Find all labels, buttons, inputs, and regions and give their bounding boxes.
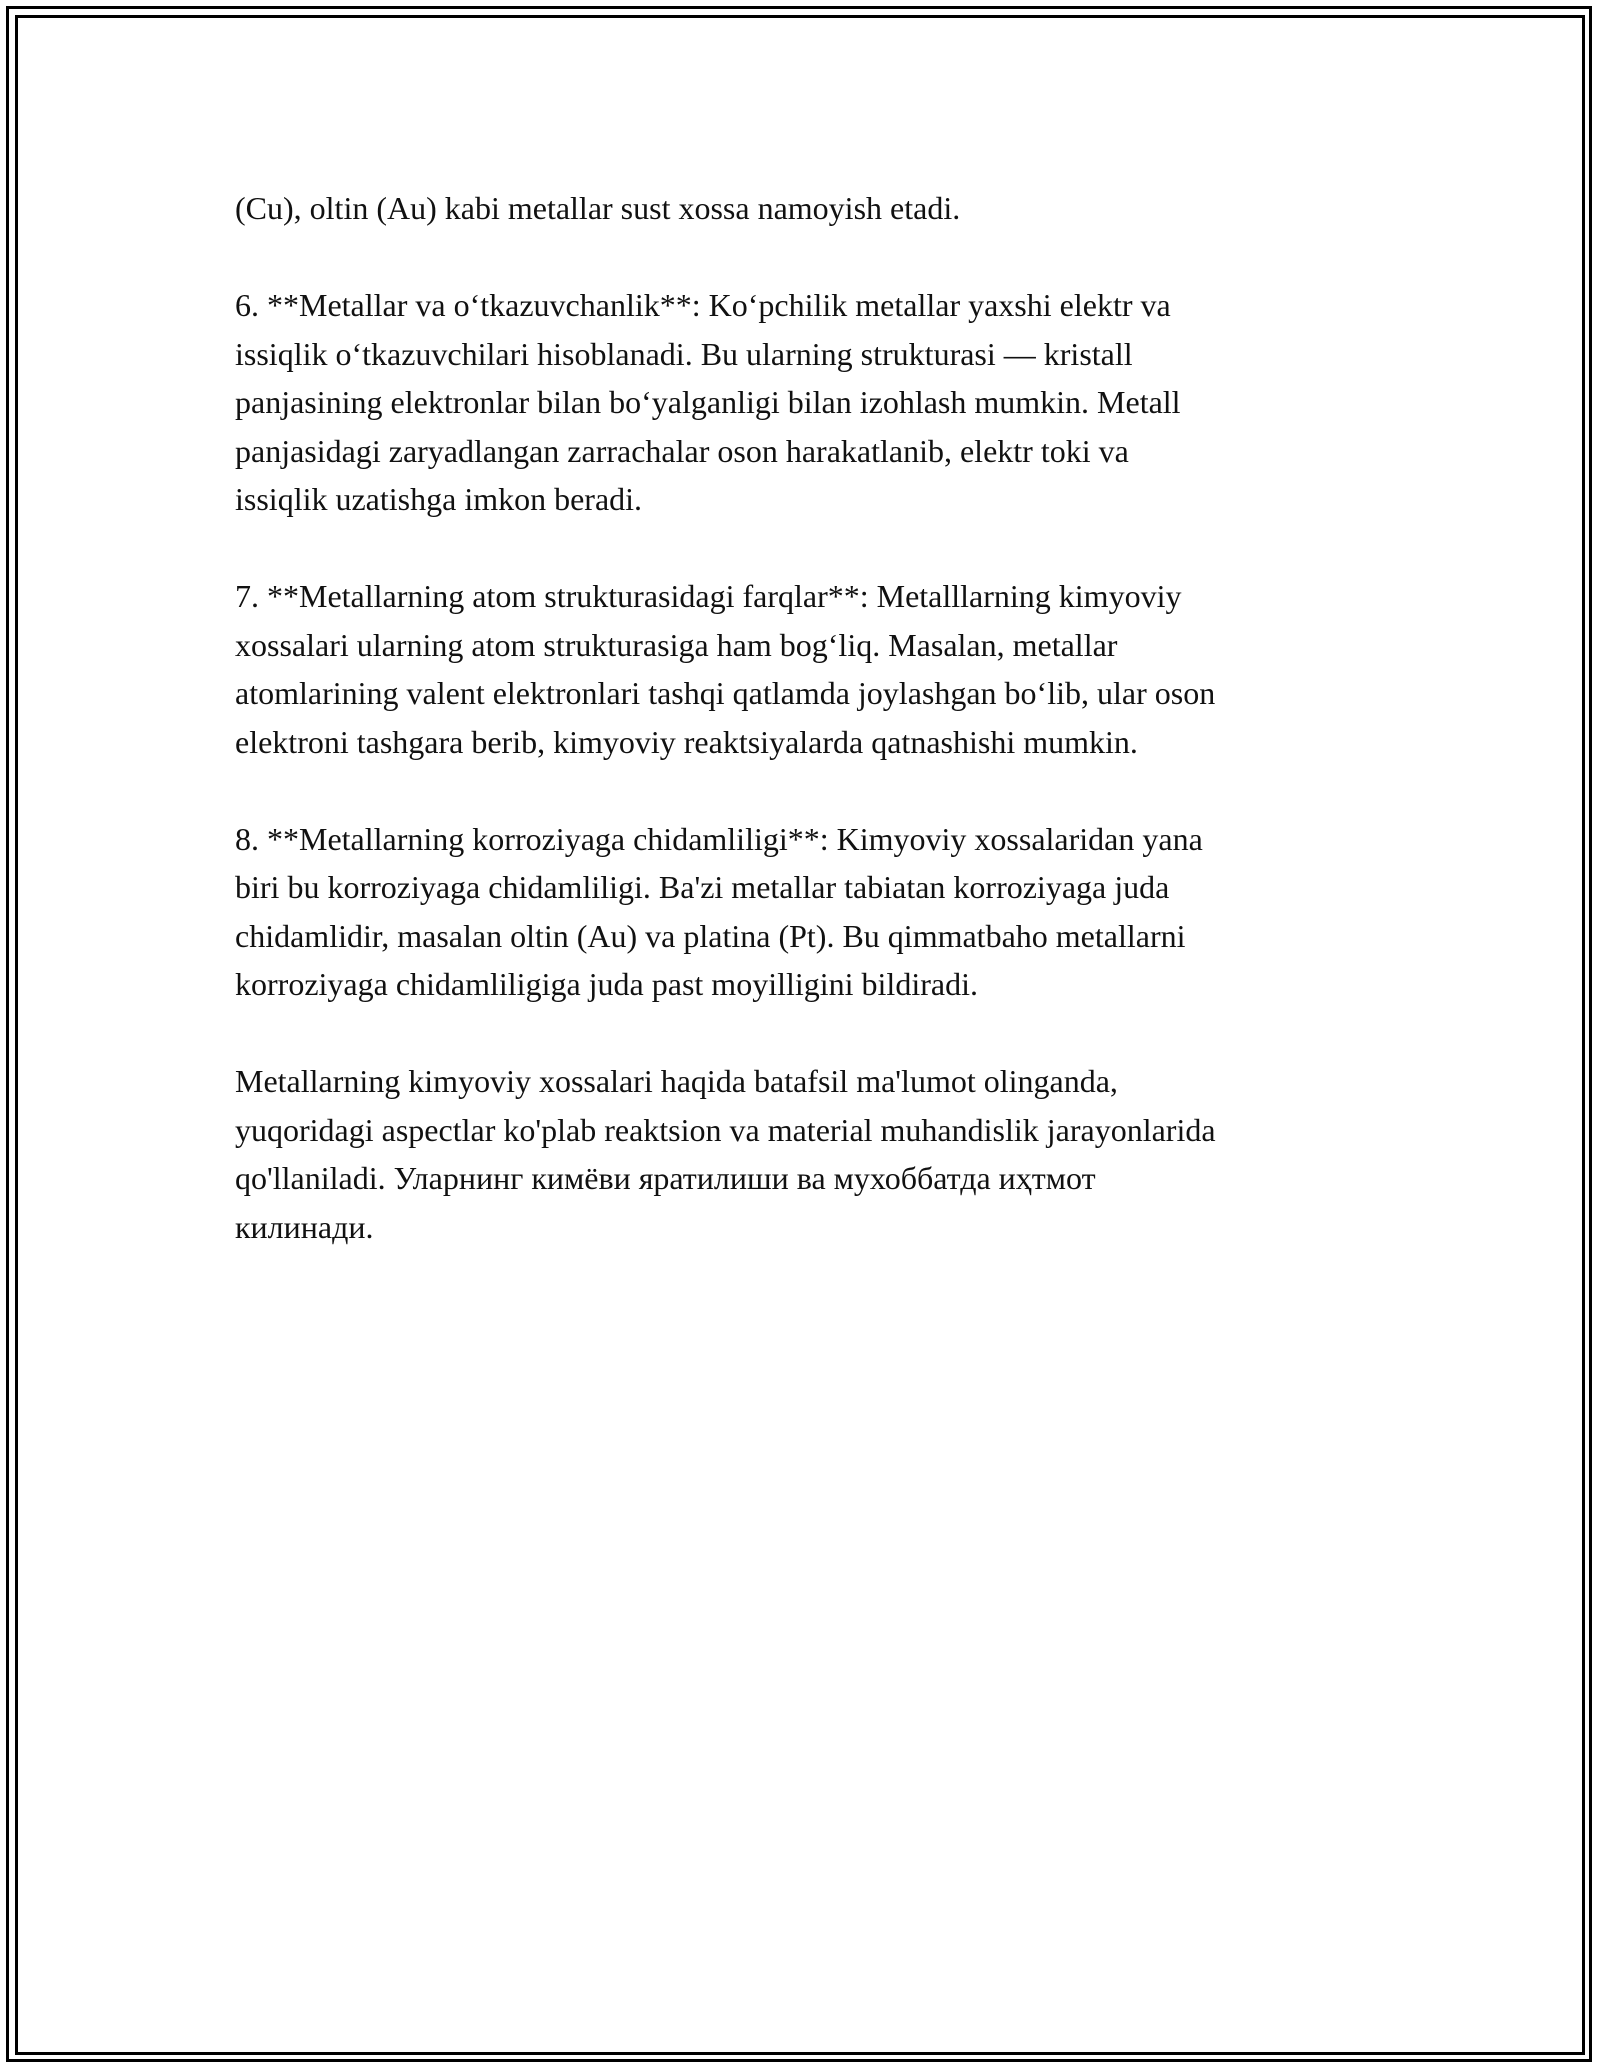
paragraph-item-6-conductivity: 6. **Metallar va o‘tkazuvchanlik**: Ko‘pchilik metallar yaxshi elektr va issiqlik o‘tkazuvchilari hisoblanadi. Bu ularning strukturasi — kristall panjasining elektronlar bilan bo‘yalganligi bilan izohlash mumkin. Metall panjasidagi zaryadlangan zarrachalar oson harakatlanib, elektr toki va issiqlik uzatishga imkon beradi. xyxy=(235,287,1181,517)
paragraph-continuation: (Cu), oltin (Au) kabi metallar sust xossa namoyish etadi. xyxy=(235,190,961,226)
paragraph-conclusion: Metallarning kimyoviy xossalari haqida batafsil ma'lumot olinganda, yuqoridagi aspectlar ko'plab reaktsion va material muhandislik jarayonlarida qo'llaniladi. Уларнинг кимёви яратилиши ва мухоббатда иҳтмот килинади. xyxy=(235,1063,1216,1245)
document-body xyxy=(235,184,1365,1251)
paragraph-item-8-corrosion-resistance: 8. **Metallarning korroziyaga chidamliligi**: Kimyoviy xossalaridan yana biri bu korroziyaga chidamliligi. Ba'zi metallar tabiatan korroziyaga juda chidamlidir, masalan oltin (Au) va platina (Pt). Bu qimmatbaho metallarni korroziyaga chidamliligiga juda past moyilligini bildiradi. xyxy=(235,820,1203,1002)
paragraph-item-7-atomic-structure: 7. **Metallarning atom strukturasidagi farqlar**: Metalllarning kimyoviy xossalari ularning atom strukturasiga ham bog‘liq. Masalan, metallar atomlarining valent elektronlari tashqi qatlamda joylashgan bo‘lib, ular oson elektroni tashgara berib, kimyoviy reaktsiyalarda qatnashishi mumkin. xyxy=(235,578,1216,760)
